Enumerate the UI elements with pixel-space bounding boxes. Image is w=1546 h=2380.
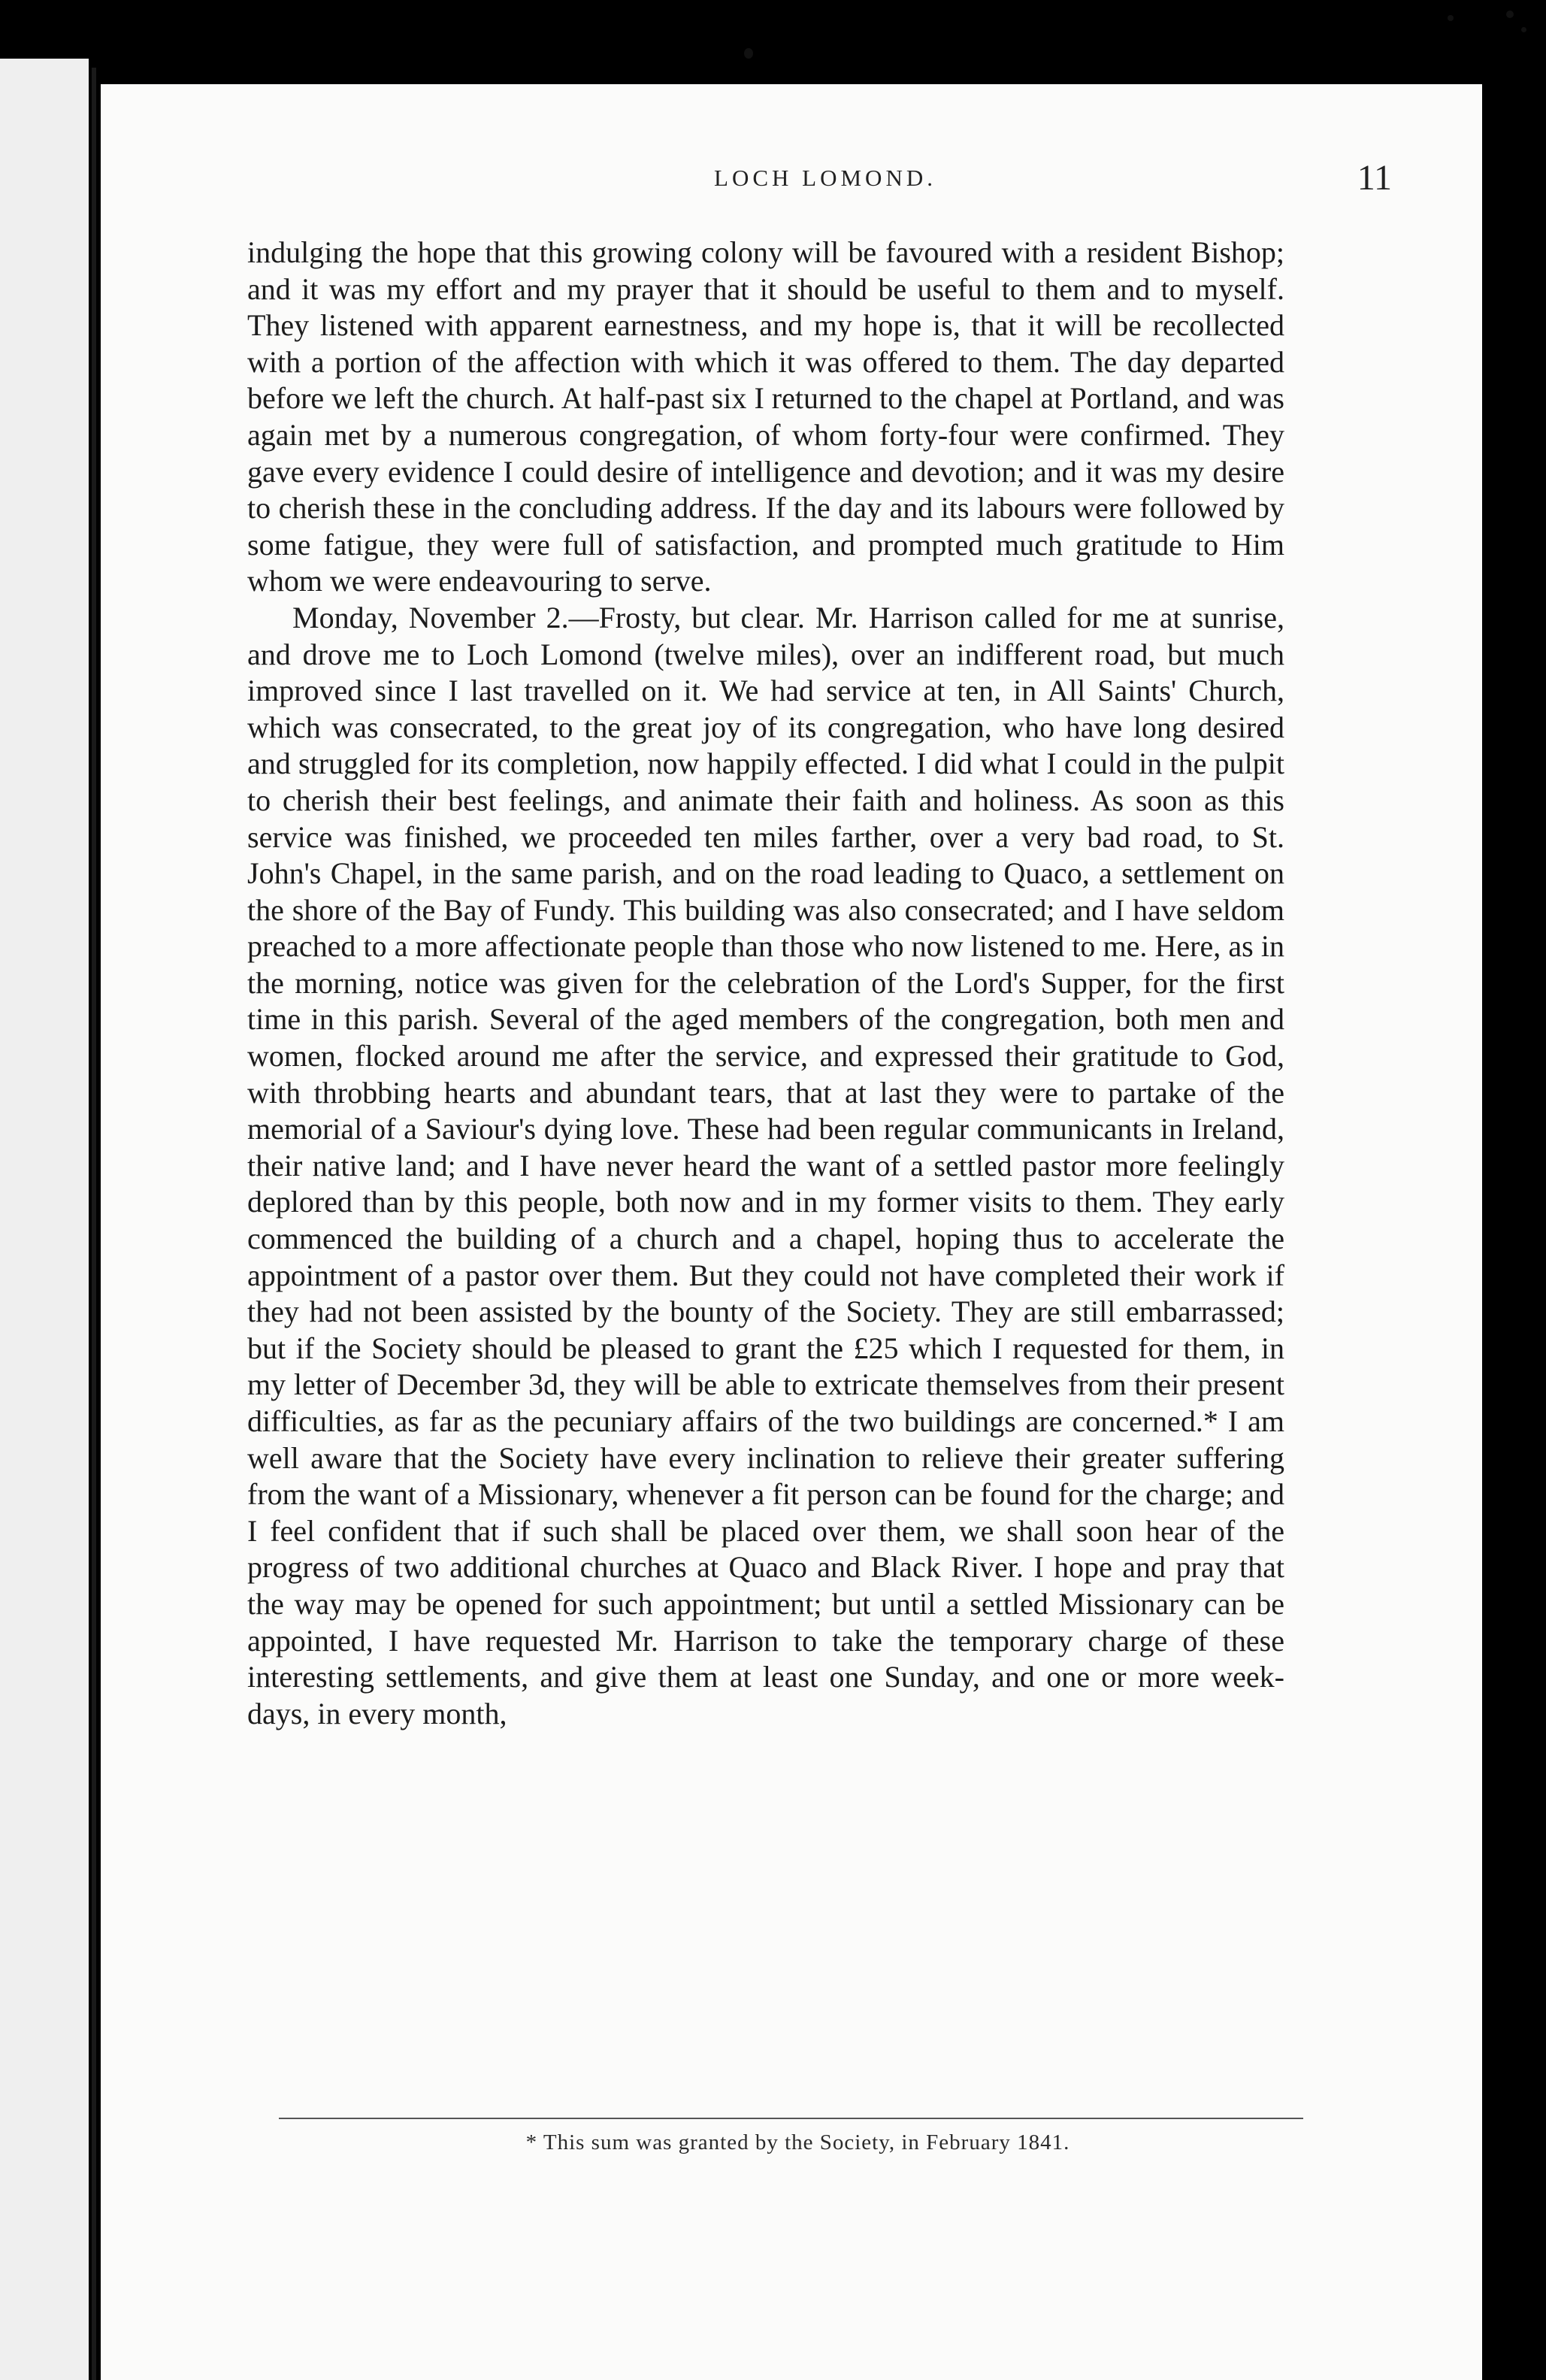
book-gutter (92, 68, 96, 2380)
running-head (251, 152, 1392, 204)
scan-speck (1506, 11, 1514, 18)
scan-speck (1448, 15, 1454, 21)
book-page (101, 84, 1482, 2380)
scan-speck (1521, 27, 1526, 32)
body-text (247, 235, 1284, 1732)
footnote: * This sum was granted by the Society, in February 1841. (525, 2130, 1070, 2154)
scan-left-page-edge (0, 59, 89, 2380)
page-number: 11 (1357, 158, 1392, 198)
paragraph-continuation: indulging the hope that this growing colony will be favoured with a resident Bishop; and it was my effort and my prayer that it should be useful to them and to myself. They listened with apparent earnestness, and my hope is, that it will be recollected with a portion of the affection with which it was offered to them. The day departed before we left the church. At half-past six I returned to the chapel at Portland, and was again met by a numerous congregation, of whom forty-four were confirmed. They gave every evidence I could desire of intelligence and devotion; and it was my desire to cherish these in the concluding address. If the day and its labours were followed by some fatigue, they were full of satisfaction, and prompted much gratitude to Him whom we were endeavouring to serve. (247, 235, 1284, 598)
scan-speck (744, 48, 753, 59)
running-title: LOCH LOMOND. (714, 165, 936, 191)
footnote-rule (279, 2118, 1303, 2119)
paragraph-monday-november-2: Monday, November 2.—Frosty, but clear. Mr. Harrison called for me at sunrise, and drove me to Loch Lomond (twelve miles), over an indifferent road, but much improved since I last travelled on it. We had service at ten, in All Saints' Church, which was consecrated, to the great joy of its congregation, who have long desired and struggled for its completion, now happily effected. I did what I could in the pulpit to cherish their best feelings, and animate their faith and holiness. As soon as this service was finished, we proceeded ten miles farther, over a very bad road, to St. John's Chapel, in the same parish, and on the road leading to Quaco, a settlement on the shore of the Bay of Fundy. This building was also consecrated; and I have seldom preached to a more affectionate people than those who now listened to me. Here, as in the morning, notice was given for the celebration of the Lord's Supper, for the first time in this parish. Several of the aged members of the congregation, both men and women, flocked around me after the service, and expressed their gratitude to God, with throbbing hearts and abundant tears, that at last they were to partake of the memorial of a Saviour's dying love. These had been regular communicants in Ireland, their native land; and I have never heard the want of a settled pastor more feelingly deplored than by this people, both now and in my former visits to them. They early commenced the building of a church and a chapel, hoping thus to accelerate the appointment of a pastor over them. But they could not have completed their work if they had not been assisted by the bounty of the Society. They are still embarrassed; but if the Society should be pleased to grant the £25 which I requested for them, in my letter of December 3d, they will be able to extricate themselves from their present difficulties, as far as the pecuniary affairs of the two buildings are concerned.* I am well aware that the Society have every inclination to relieve their greater suffering from the want of a Missionary, whenever a fit person can be found for the charge; and I feel confident that if such shall be placed over them, we shall soon hear of the progress of two additional churches at Quaco and Black River. I hope and pray that the way may be opened for such appointment; but until a settled Missionary can be appointed, I have requested Mr. Harrison to take the temporary charge of these interesting settlements, and give them at least one Sunday, and one or more week-days, in every month, (247, 600, 1284, 1730)
